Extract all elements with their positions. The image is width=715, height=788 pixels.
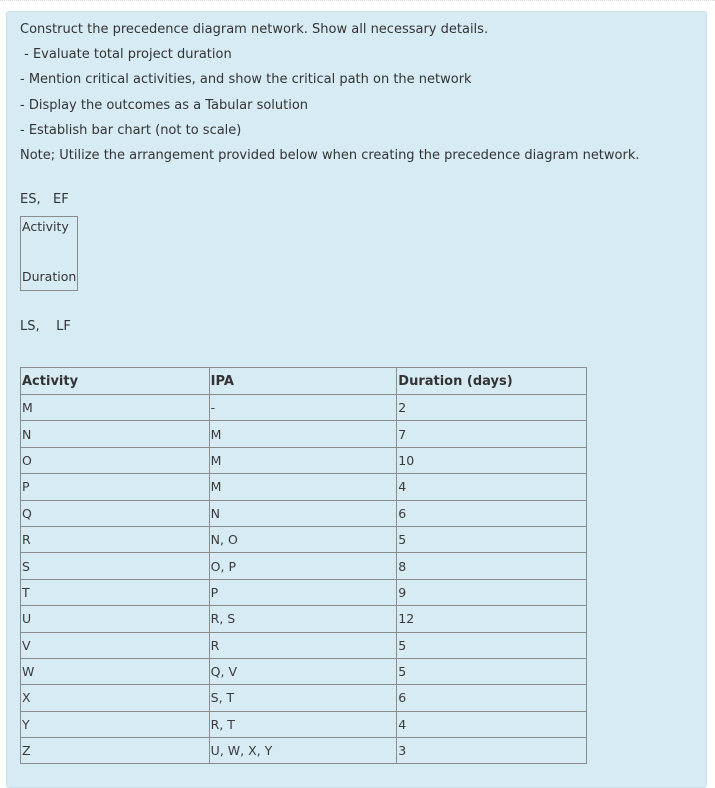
cell-ipa: R, T <box>209 711 397 737</box>
top-divider <box>0 0 715 4</box>
cell-activity: V <box>21 632 210 658</box>
table-row <box>21 447 587 473</box>
cell-duration: 5 <box>397 526 587 552</box>
table-row <box>21 579 587 605</box>
table-row <box>21 421 587 447</box>
table-header-row <box>21 368 587 395</box>
instruction-note: Note; Utilize the arrangement provided below when creating the precedence diagram network. <box>20 148 640 163</box>
header-duration: Duration (days) <box>397 368 587 395</box>
cell-duration: 6 <box>397 500 587 526</box>
instruction-line-5: - Establish bar chart (not to scale) <box>20 123 242 138</box>
cell-ipa: R <box>209 632 397 658</box>
cell-activity: O <box>21 447 210 473</box>
table-row <box>21 685 587 711</box>
instruction-line-3: - Mention critical activities, and show the critical path on the network <box>20 72 472 87</box>
cell-activity: M <box>21 395 210 421</box>
table-row <box>21 474 587 500</box>
node-legend-box <box>20 216 78 291</box>
node-legend-duration: Duration <box>22 269 77 284</box>
cell-activity: Q <box>21 500 210 526</box>
cell-activity: R <box>21 526 210 552</box>
cell-ipa: Q, V <box>209 658 397 684</box>
table-row <box>21 553 587 579</box>
cell-duration: 5 <box>397 632 587 658</box>
cell-duration: 9 <box>397 579 587 605</box>
cell-ipa: M <box>209 474 397 500</box>
instruction-line-4: - Display the outcomes as a Tabular solution <box>20 98 309 113</box>
cell-activity: Z <box>21 738 210 764</box>
table-row <box>21 632 587 658</box>
cell-activity: X <box>21 685 210 711</box>
cell-activity: T <box>21 579 210 605</box>
cell-activity: W <box>21 658 210 684</box>
cell-activity: P <box>21 474 210 500</box>
cell-activity: N <box>21 421 210 447</box>
header-ipa: IPA <box>209 368 397 395</box>
cell-ipa: N, O <box>209 526 397 552</box>
node-legend-activity: Activity <box>22 219 69 234</box>
node-legend-ls-lf: LS, LF <box>20 319 71 334</box>
table-row <box>21 606 587 632</box>
cell-duration: 4 <box>397 474 587 500</box>
table-row <box>21 526 587 552</box>
cell-duration: 3 <box>397 738 587 764</box>
cell-duration: 10 <box>397 447 587 473</box>
table-row <box>21 658 587 684</box>
cell-duration: 12 <box>397 606 587 632</box>
activity-table <box>20 367 587 764</box>
instruction-line-2: - Evaluate total project duration <box>20 47 232 62</box>
table-row <box>21 500 587 526</box>
cell-ipa: O, P <box>209 553 397 579</box>
node-legend-es-ef: ES, EF <box>20 192 69 207</box>
cell-ipa: - <box>209 395 397 421</box>
cell-ipa: M <box>209 421 397 447</box>
cell-duration: 2 <box>397 395 587 421</box>
table-row <box>21 711 587 737</box>
table-row <box>21 395 587 421</box>
cell-ipa: R, S <box>209 606 397 632</box>
cell-activity: S <box>21 553 210 579</box>
header-activity: Activity <box>21 368 210 395</box>
cell-ipa: U, W, X, Y <box>209 738 397 764</box>
cell-duration: 8 <box>397 553 587 579</box>
cell-ipa: S, T <box>209 685 397 711</box>
cell-duration: 6 <box>397 685 587 711</box>
table-row <box>21 738 587 764</box>
instruction-line-1: Construct the precedence diagram network. Show all necessary details. <box>20 22 489 37</box>
cell-activity: U <box>21 606 210 632</box>
question-panel <box>6 11 707 788</box>
cell-ipa: N <box>209 500 397 526</box>
cell-duration: 5 <box>397 658 587 684</box>
cell-duration: 7 <box>397 421 587 447</box>
cell-ipa: M <box>209 447 397 473</box>
cell-ipa: P <box>209 579 397 605</box>
cell-duration: 4 <box>397 711 587 737</box>
cell-activity: Y <box>21 711 210 737</box>
